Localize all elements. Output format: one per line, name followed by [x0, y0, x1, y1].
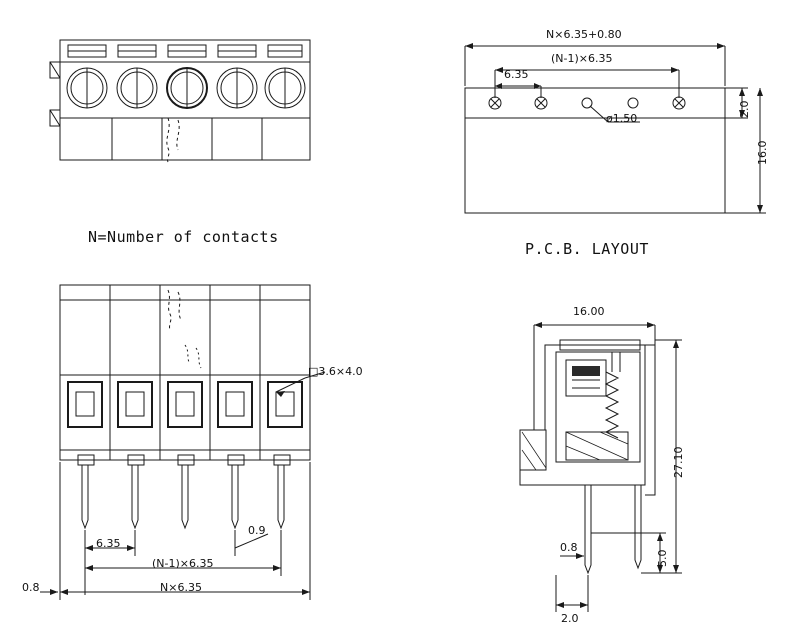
dim-front-pin-span: (N-1)×6.35: [152, 557, 214, 570]
dim-pcb-pitch: 6.35: [504, 68, 529, 81]
dim-front-wire-entry: □3.6×4.0: [308, 365, 363, 378]
contacts-note: N=Number of contacts: [88, 228, 279, 246]
pcb-hole: [628, 98, 638, 108]
dim-front-overall-width: N×6.35: [160, 581, 202, 594]
dim-front-pin-width: 0.9: [248, 524, 266, 537]
dim-pcb-edge-to-hole: 2.0: [738, 100, 751, 118]
dim-side-depth: 16.00: [573, 305, 605, 318]
pcb-layout-label: P.C.B. LAYOUT: [525, 240, 649, 258]
dim-pcb-hole-diameter: ø1.50: [606, 112, 638, 125]
dim-front-end-margin: 0.8: [22, 581, 40, 594]
front-section-view: [40, 285, 325, 600]
dim-pcb-overall-length: N×6.35+0.80: [546, 28, 622, 41]
pcb-hole: [673, 97, 685, 109]
top-view-connector: [50, 40, 310, 162]
dim-side-pin-length: 5.0: [656, 549, 669, 567]
dim-side-height: 27.10: [672, 446, 685, 478]
dim-side-pin-offset: 2.0: [561, 612, 579, 625]
dim-side-pin-thickness: 0.8: [560, 541, 578, 554]
dim-pcb-hole-span: (N-1)×6.35: [551, 52, 613, 65]
dim-pcb-board-height: 16.0: [756, 140, 769, 165]
dim-front-pitch: 6.35: [96, 537, 121, 550]
pcb-hole: [489, 97, 501, 109]
side-section-view: [520, 322, 682, 612]
pcb-hole: [535, 97, 547, 109]
